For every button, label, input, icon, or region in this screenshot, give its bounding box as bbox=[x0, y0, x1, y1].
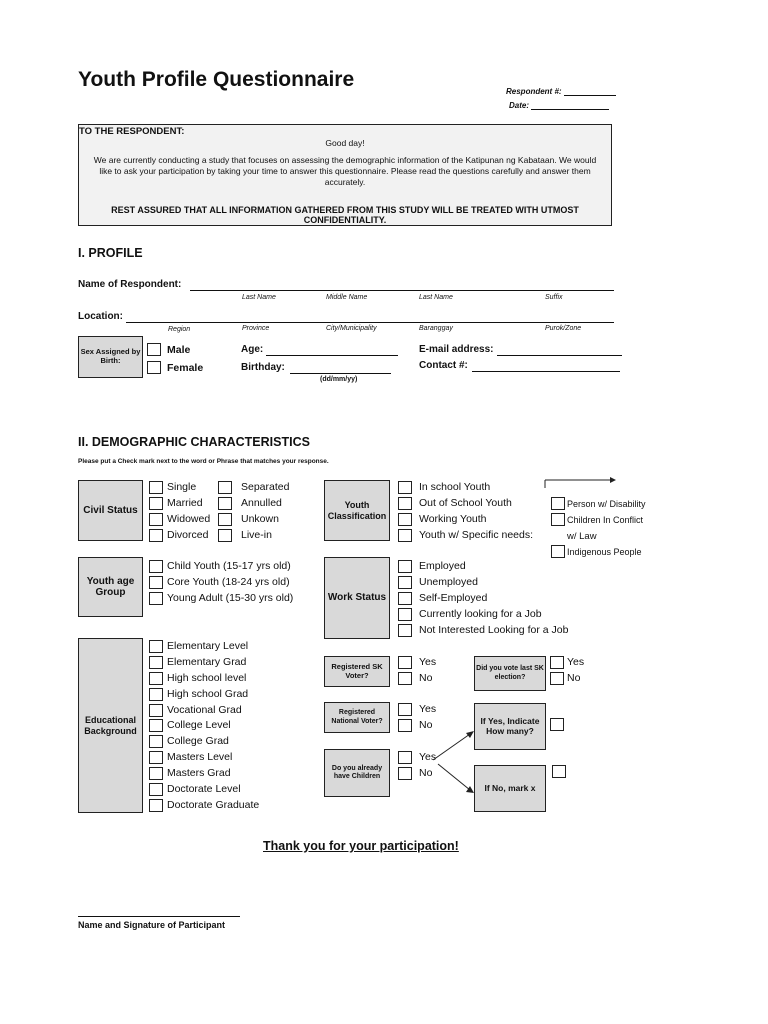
civil-status-label-box bbox=[78, 480, 143, 541]
birthday-format: (dd/mm/yy) bbox=[320, 376, 358, 383]
youth-classification-label-box bbox=[324, 480, 390, 541]
date-label: Date: bbox=[509, 101, 530, 110]
specific-needs-checkbox[interactable] bbox=[551, 497, 565, 510]
voted-last-sk-label-box bbox=[474, 656, 546, 691]
education-checkbox[interactable] bbox=[149, 719, 163, 732]
work-status-option: Currently looking for a Job bbox=[419, 608, 542, 620]
specific-needs-option: Indigenous People bbox=[567, 547, 642, 557]
name-sublabel: Suffix bbox=[545, 294, 563, 301]
education-option: Vocational Grad bbox=[167, 704, 242, 716]
name-input-line[interactable] bbox=[190, 278, 614, 291]
children-count-checkbox[interactable] bbox=[550, 718, 564, 731]
demographics-instruction: Please put a Check mark next to the word or Phrase that matches your response. bbox=[78, 458, 329, 465]
civil-status-checkbox[interactable] bbox=[149, 497, 163, 510]
youth-age-group-label: Youth age Group bbox=[86, 575, 135, 598]
national-voter-label: Registered National Voter? bbox=[331, 709, 383, 725]
if-yes-label: If Yes, Indicate How many? bbox=[480, 715, 540, 736]
have-children-label: Do you already have Children bbox=[331, 764, 383, 780]
email-input-line[interactable] bbox=[497, 343, 622, 356]
education-option: Elementary Grad bbox=[167, 656, 247, 668]
age-group-option: Core Youth (18-24 yrs old) bbox=[167, 576, 290, 588]
civil-status-option: Separated bbox=[241, 481, 290, 493]
civil-status-label: Civil Status bbox=[83, 504, 138, 516]
location-label: Location: bbox=[78, 311, 123, 322]
age-group-checkbox[interactable] bbox=[149, 592, 163, 605]
location-sublabel: City/Municipality bbox=[326, 325, 377, 332]
education-option: Elementary Level bbox=[167, 640, 249, 652]
work-status-checkbox[interactable] bbox=[398, 608, 412, 621]
sex-assigned-label-box bbox=[78, 336, 143, 378]
age-label: Age: bbox=[241, 344, 264, 355]
location-input-line[interactable] bbox=[126, 310, 614, 323]
education-option: High school level bbox=[167, 672, 247, 684]
education-option: College Level bbox=[167, 719, 231, 731]
age-group-option: Child Youth (15-17 yrs old) bbox=[167, 560, 291, 572]
email-label: E-mail address: bbox=[419, 344, 494, 355]
education-option: Doctorate Level bbox=[167, 783, 241, 795]
sk-voter-no-option: No bbox=[419, 672, 433, 684]
have-children-label-box bbox=[324, 749, 390, 797]
age-input-line[interactable] bbox=[266, 343, 398, 356]
youth-class-option: Working Youth bbox=[419, 513, 487, 525]
national-voter-label-box bbox=[324, 702, 390, 733]
voted-last-sk-label: Did you vote last SK election? bbox=[476, 665, 544, 681]
education-option: Doctorate Graduate bbox=[167, 799, 260, 811]
sk-voter-yes-option: Yes bbox=[419, 656, 437, 668]
notice-heading: TO THE RESPONDENT: bbox=[79, 126, 185, 137]
youth-class-checkbox[interactable] bbox=[398, 497, 412, 510]
youth-class-checkbox[interactable] bbox=[398, 529, 412, 542]
national-voter-yes-checkbox[interactable] bbox=[398, 703, 412, 716]
female-checkbox[interactable] bbox=[147, 361, 161, 374]
civil-status-checkbox[interactable] bbox=[218, 497, 232, 510]
civil-status-checkbox[interactable] bbox=[149, 529, 163, 542]
education-checkbox[interactable] bbox=[149, 640, 163, 653]
sk-voter-label: Registered SK Voter? bbox=[331, 661, 383, 680]
age-group-checkbox[interactable] bbox=[149, 576, 163, 589]
contact-input-line[interactable] bbox=[472, 359, 620, 372]
education-option: High school Grad bbox=[167, 688, 249, 700]
specific-needs-checkbox[interactable] bbox=[551, 545, 565, 558]
work-status-label: Work Status bbox=[327, 592, 387, 604]
respondent-number-field[interactable] bbox=[506, 87, 616, 96]
no-children-checkbox[interactable] bbox=[552, 765, 566, 778]
work-status-option: Not Interested Looking for a Job bbox=[419, 624, 569, 636]
children-yes-option: Yes bbox=[419, 751, 437, 763]
work-status-checkbox[interactable] bbox=[398, 624, 412, 637]
sex-assigned-label: Sex Assigned by Birth: bbox=[80, 347, 141, 365]
work-status-label-box bbox=[324, 557, 390, 639]
demographics-heading: II. DEMOGRAPHIC CHARACTERISTICS bbox=[78, 435, 310, 449]
male-checkbox[interactable] bbox=[147, 343, 161, 356]
birthday-label: Birthday: bbox=[241, 362, 285, 373]
contact-label: Contact #: bbox=[419, 360, 468, 371]
respondent-number-line[interactable] bbox=[564, 95, 616, 96]
name-sublabel: Middle Name bbox=[326, 294, 368, 301]
voted-yes-checkbox[interactable] bbox=[550, 656, 564, 669]
if-no-label-box bbox=[474, 765, 546, 812]
education-checkbox[interactable] bbox=[149, 783, 163, 796]
notice-body: We are currently conducting a study that focuses on assessing the demographic information of the Katipunan ng Kabataan. We would like to ask your participation by taking your time to answer this questionnaire. Please read the questions carefully and answer them accurately. bbox=[93, 155, 597, 187]
page-title: Youth Profile Questionnaire bbox=[78, 68, 355, 91]
civil-status-option: Divorced bbox=[167, 529, 209, 541]
civil-status-option: Annulled bbox=[241, 497, 282, 509]
specific-needs-option-continued: w/ Law bbox=[567, 531, 597, 542]
youth-class-checkbox[interactable] bbox=[398, 513, 412, 526]
location-sublabel: Region bbox=[168, 326, 191, 333]
male-option: Male bbox=[167, 344, 191, 356]
age-group-checkbox[interactable] bbox=[149, 560, 163, 573]
civil-status-checkbox[interactable] bbox=[149, 481, 163, 494]
location-sublabel: Baranggay bbox=[419, 325, 453, 332]
work-status-checkbox[interactable] bbox=[398, 560, 412, 573]
educational-background-label: Educational Background bbox=[84, 715, 137, 736]
youth-class-option: Out of School Youth bbox=[419, 497, 512, 509]
education-checkbox[interactable] bbox=[149, 799, 163, 812]
signature-label: Name and Signature of Participant bbox=[78, 920, 226, 930]
education-option: Masters Grad bbox=[167, 767, 231, 779]
education-checkbox[interactable] bbox=[149, 767, 163, 780]
educational-background-label-box bbox=[78, 638, 143, 813]
specific-needs-option: Children In Conflict bbox=[567, 515, 644, 525]
youth-class-checkbox[interactable] bbox=[398, 481, 412, 494]
work-status-option: Employed bbox=[419, 560, 466, 572]
education-checkbox[interactable] bbox=[149, 656, 163, 669]
education-option: Masters Level bbox=[167, 751, 233, 763]
if-yes-label-box bbox=[474, 703, 546, 750]
specific-needs-option: Person w/ Disability bbox=[567, 499, 646, 509]
national-voter-no-option: No bbox=[419, 719, 433, 731]
notice-greeting: Good day! bbox=[325, 138, 365, 148]
youth-classification-label: Youth Classification bbox=[327, 500, 387, 521]
name-label: Name of Respondent: bbox=[78, 279, 182, 290]
civil-status-option: Married bbox=[167, 497, 203, 509]
sk-voter-yes-checkbox[interactable] bbox=[398, 656, 412, 669]
education-checkbox[interactable] bbox=[149, 751, 163, 764]
education-option: College Grad bbox=[167, 735, 229, 747]
voted-yes-option: Yes bbox=[567, 656, 585, 668]
respondent-notice-box bbox=[78, 124, 612, 226]
branch-arrows bbox=[400, 720, 480, 800]
civil-status-checkbox[interactable] bbox=[149, 513, 163, 526]
civil-status-checkbox[interactable] bbox=[218, 513, 232, 526]
work-status-checkbox[interactable] bbox=[398, 592, 412, 605]
civil-status-option: Unkown bbox=[241, 513, 279, 525]
youth-class-option: Youth w/ Specific needs: bbox=[419, 529, 534, 541]
date-field[interactable] bbox=[509, 101, 609, 110]
education-checkbox[interactable] bbox=[149, 735, 163, 748]
birthday-input-line[interactable] bbox=[290, 361, 391, 374]
respondent-number-label: Respondent #: bbox=[506, 87, 562, 96]
civil-status-checkbox[interactable] bbox=[218, 529, 232, 542]
youth-class-option: In school Youth bbox=[419, 481, 491, 493]
education-checkbox[interactable] bbox=[149, 688, 163, 701]
signature-line[interactable] bbox=[78, 916, 240, 917]
name-sublabel: Last Name bbox=[419, 294, 453, 301]
education-checkbox[interactable] bbox=[149, 704, 163, 717]
youth-age-group-label-box bbox=[78, 557, 143, 617]
if-no-label: If No, mark x bbox=[484, 782, 536, 793]
civil-status-option: Live-in bbox=[241, 529, 272, 541]
name-sublabel: Last Name bbox=[242, 294, 276, 301]
national-voter-yes-option: Yes bbox=[419, 703, 437, 715]
children-no-option: No bbox=[419, 767, 433, 779]
civil-status-option: Single bbox=[167, 481, 197, 493]
civil-status-checkbox[interactable] bbox=[218, 481, 232, 494]
date-line[interactable] bbox=[531, 109, 609, 110]
profile-heading: I. PROFILE bbox=[78, 246, 143, 260]
thank-you-message: Thank you for your participation! bbox=[263, 839, 459, 853]
location-sublabel: Province bbox=[242, 325, 270, 332]
confidentiality-statement: REST ASSURED THAT ALL INFORMATION GATHERED FROM THIS STUDY WILL BE TREATED WITH UTMOST CONFIDENTIALITY. bbox=[111, 205, 579, 225]
voted-no-option: No bbox=[567, 672, 581, 684]
civil-status-option: Widowed bbox=[167, 513, 211, 525]
specific-needs-bracket bbox=[540, 476, 620, 490]
sk-voter-no-checkbox[interactable] bbox=[398, 672, 412, 685]
age-group-option: Young Adult (15-30 yrs old) bbox=[167, 592, 294, 604]
voted-no-checkbox[interactable] bbox=[550, 672, 564, 685]
female-option: Female bbox=[167, 362, 204, 374]
work-status-checkbox[interactable] bbox=[398, 576, 412, 589]
specific-needs-checkbox[interactable] bbox=[551, 513, 565, 526]
sk-voter-label-box bbox=[324, 656, 390, 687]
location-sublabel: Purok/Zone bbox=[545, 325, 582, 332]
work-status-option: Self-Employed bbox=[419, 592, 488, 604]
education-checkbox[interactable] bbox=[149, 672, 163, 685]
work-status-option: Unemployed bbox=[419, 576, 478, 588]
